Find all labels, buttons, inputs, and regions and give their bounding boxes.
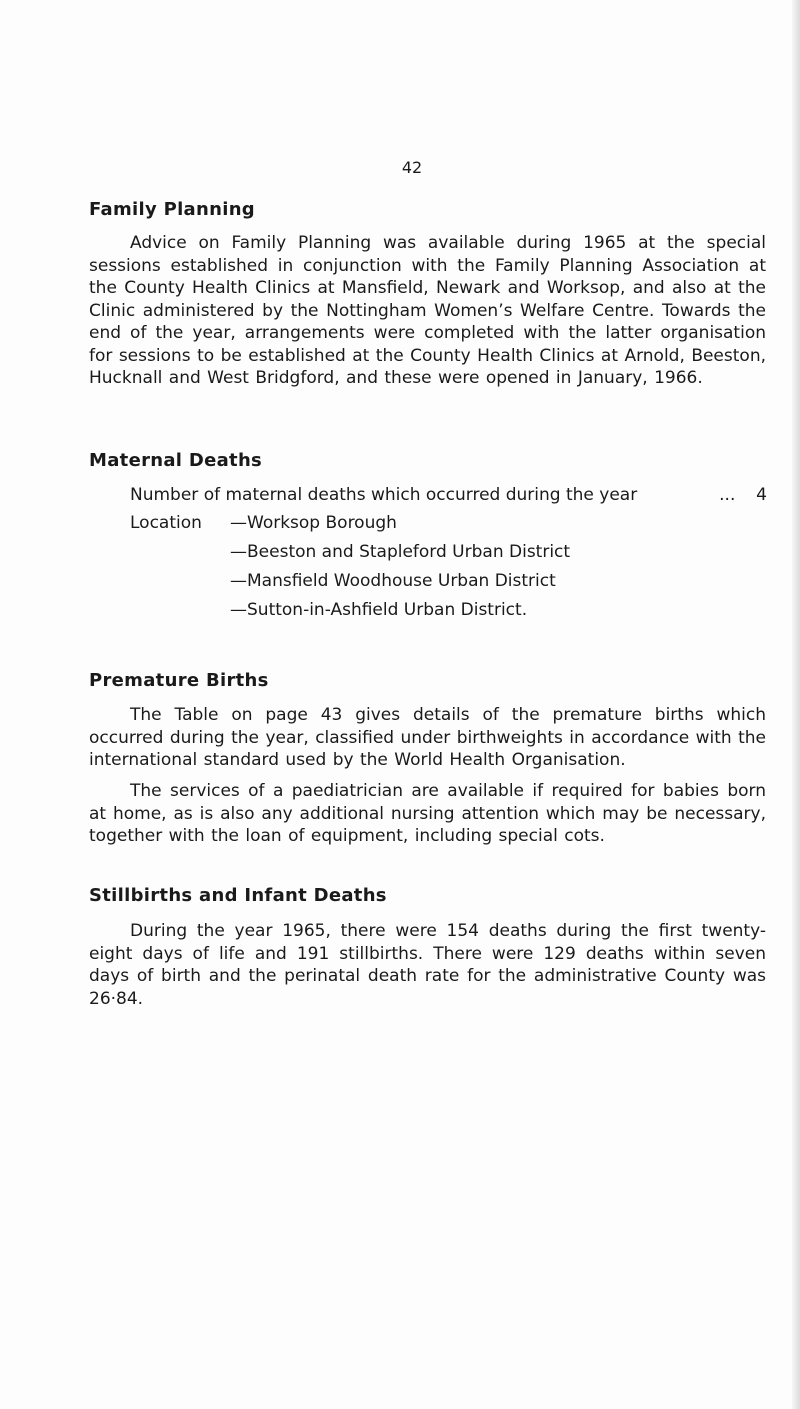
maternal-deaths-count-line — [130, 485, 767, 505]
maternal-deaths-count-value: 4 — [756, 485, 767, 505]
maternal-deaths-count-group — [719, 485, 767, 505]
location-item: —Worksop Borough — [230, 513, 397, 533]
location-item: —Sutton-in-Ashfield Urban District. — [230, 600, 528, 620]
location-row — [130, 596, 570, 625]
location-label: Location — [130, 513, 202, 533]
page-number: 42 — [401, 158, 423, 177]
location-item: —Mansfield Woodhouse Urban District — [230, 571, 556, 591]
premature-births-heading: Premature Births — [89, 670, 269, 691]
page-edge-shadow — [792, 0, 800, 1409]
location-row — [130, 567, 570, 596]
stillbirths-heading: Stillbirths and Infant Deaths — [89, 885, 387, 906]
maternal-deaths-count-label: Number of maternal deaths which occurred during the year — [130, 485, 638, 505]
maternal-deaths-heading: Maternal Deaths — [89, 450, 263, 471]
premature-births-paragraph-1: The Table on page 43 gives details of the premature births which occurred during the year, classified under birthweights in accordance with the international standard used by the World Health Organisation. — [89, 705, 766, 770]
stillbirths-paragraph: During the year 1965, there were 154 deaths during the first twenty-eight days of life and 191 stillbirths. There were 129 deaths within seven days of birth and the perinatal death rate for the administrative County was 26·84. — [89, 921, 766, 1009]
location-row — [130, 509, 570, 538]
family-planning-paragraph: Advice on Family Planning was available during 1965 at the special sessions established in conjunction with the Family Planning Association at the County Health Clinics at Mansfield, Newark and Worksop, and also at the Clinic administered by the Nottingham Women’s Welfare Centre. Towards the end of the year, arrangements were completed with the latter organisation for sessions to be established at the County Health Clinics at Arnold, Beeston, Hucknall and West Bridgford, and these were opened in January, 1966. — [89, 233, 766, 388]
maternal-deaths-locations — [130, 509, 570, 625]
family-planning-heading: Family Planning — [89, 199, 255, 220]
location-row — [130, 538, 570, 567]
leader-dots: ... — [719, 485, 736, 505]
premature-births-paragraph-2: The services of a paediatrician are available if required for babies born at home, as is also any additional nursing attention which may be necessary, together with the loan of equipment, including special cots. — [89, 781, 766, 846]
location-item: —Beeston and Stapleford Urban District — [230, 542, 571, 562]
